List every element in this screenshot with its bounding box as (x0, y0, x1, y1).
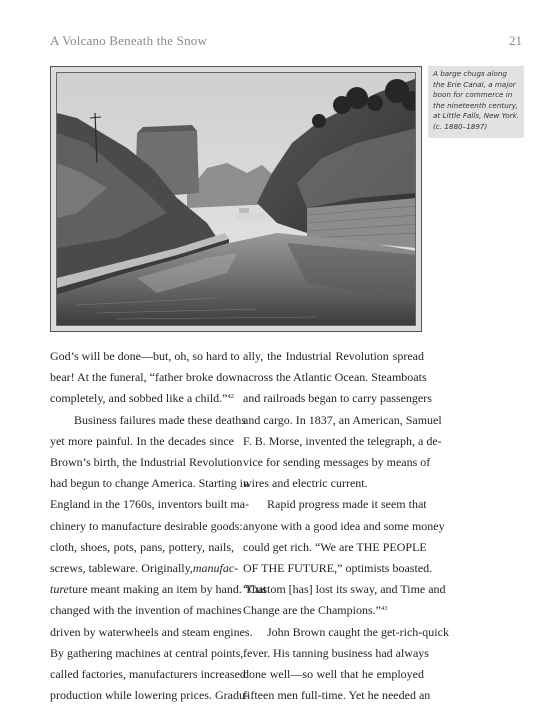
text-line: production while lowering prices. Gradu- (50, 688, 249, 703)
text-line: and railroads began to carry passengers (243, 391, 432, 406)
text-line: and cargo. In 1837, an American, Samuel (243, 412, 442, 427)
text-line: cloth, shoes, pots, pans, pottery, nails, (50, 539, 234, 554)
text-line: God’s will be done—but, oh, so hard to (50, 349, 240, 363)
text-line-content (50, 579, 69, 600)
text-line: fifteen men full-time. Yet he needed an (243, 688, 431, 703)
text-line: could get rich. “We are THE PEOPLE (243, 539, 427, 554)
caption-line: boon for commerce in (433, 90, 513, 100)
text-line-content: Change are the Champions.” (243, 603, 381, 618)
text-line: changed with the invention of machines (50, 603, 242, 618)
text-line (50, 579, 267, 600)
running-head: A Volcano Beneath the Snow (50, 33, 208, 48)
caption-line: at Little Falls, New York. (433, 111, 520, 121)
text-line: Rapid progress made it seem that (267, 497, 427, 512)
canal-photograph (50, 66, 422, 332)
text-line: vice for sending messages by means of (243, 455, 431, 470)
body-column-left (50, 346, 267, 706)
text-line: England in the 1760s, inventors built ma- (50, 497, 249, 512)
text-line: OF THE FUTURE,” optimists boasted. (243, 561, 433, 576)
text-line (50, 558, 239, 579)
text-line: F. B. Morse, invented the telegraph, a de- (243, 433, 442, 448)
canal-photo-image (57, 73, 416, 326)
caption-line: (c. 1880–1897) (433, 121, 488, 131)
text-line: wires and electric current. (243, 476, 368, 491)
text-line-content: screws, tableware. Originally, (50, 561, 193, 576)
text-line: bear! At the funeral, “father broke down (50, 370, 243, 385)
page-number: 21 (509, 33, 522, 48)
text-line (243, 600, 424, 621)
caption-line: the Erie Canal, a major (433, 79, 516, 89)
text-line: had begun to change America. Starting in (50, 476, 249, 491)
text-line: anyone with a good idea and some money (243, 518, 445, 533)
text-line: ally, the Industrial Revolution spread (243, 349, 424, 363)
text-line-content: ture meant making an item by hand. That (68, 582, 267, 597)
text-line: Brown’s birth, the Industrial Revolution (50, 455, 243, 470)
footnote-ref-42: 42 (227, 393, 234, 401)
text-line: fever. His tanning business had always (243, 645, 429, 660)
text-line: yet more painful. In the decades since (50, 433, 234, 448)
text-line: driven by waterwheels and steam engines. (50, 624, 253, 639)
italic-word: ture (50, 582, 69, 597)
text-line: chinery to manufacture desirable goods: (50, 518, 243, 533)
text-line: done well—so well that he employed (243, 667, 424, 682)
text-line: “Custom [has] lost its sway, and Time and (243, 582, 446, 597)
caption-line: A barge chugs along (433, 69, 507, 78)
photo-caption (428, 66, 524, 138)
italic-word: manufac- (192, 561, 239, 576)
text-line: John Brown caught the get-rich-quick (267, 624, 449, 639)
text-line (50, 388, 234, 409)
text-line: Business failures made these deaths (74, 412, 246, 427)
text-line: By gathering machines at central points, (50, 645, 244, 660)
text-line: called factories, manufacturers increased (50, 667, 246, 682)
caption-line: the nineteenth century, (433, 100, 518, 110)
footnote-ref-43: 43 (380, 605, 388, 613)
body-column-right (243, 346, 449, 706)
text-line-content: completely, and sobbed like a child.” (50, 391, 228, 406)
text-line: across the Atlantic Ocean. Steamboats (243, 370, 427, 385)
